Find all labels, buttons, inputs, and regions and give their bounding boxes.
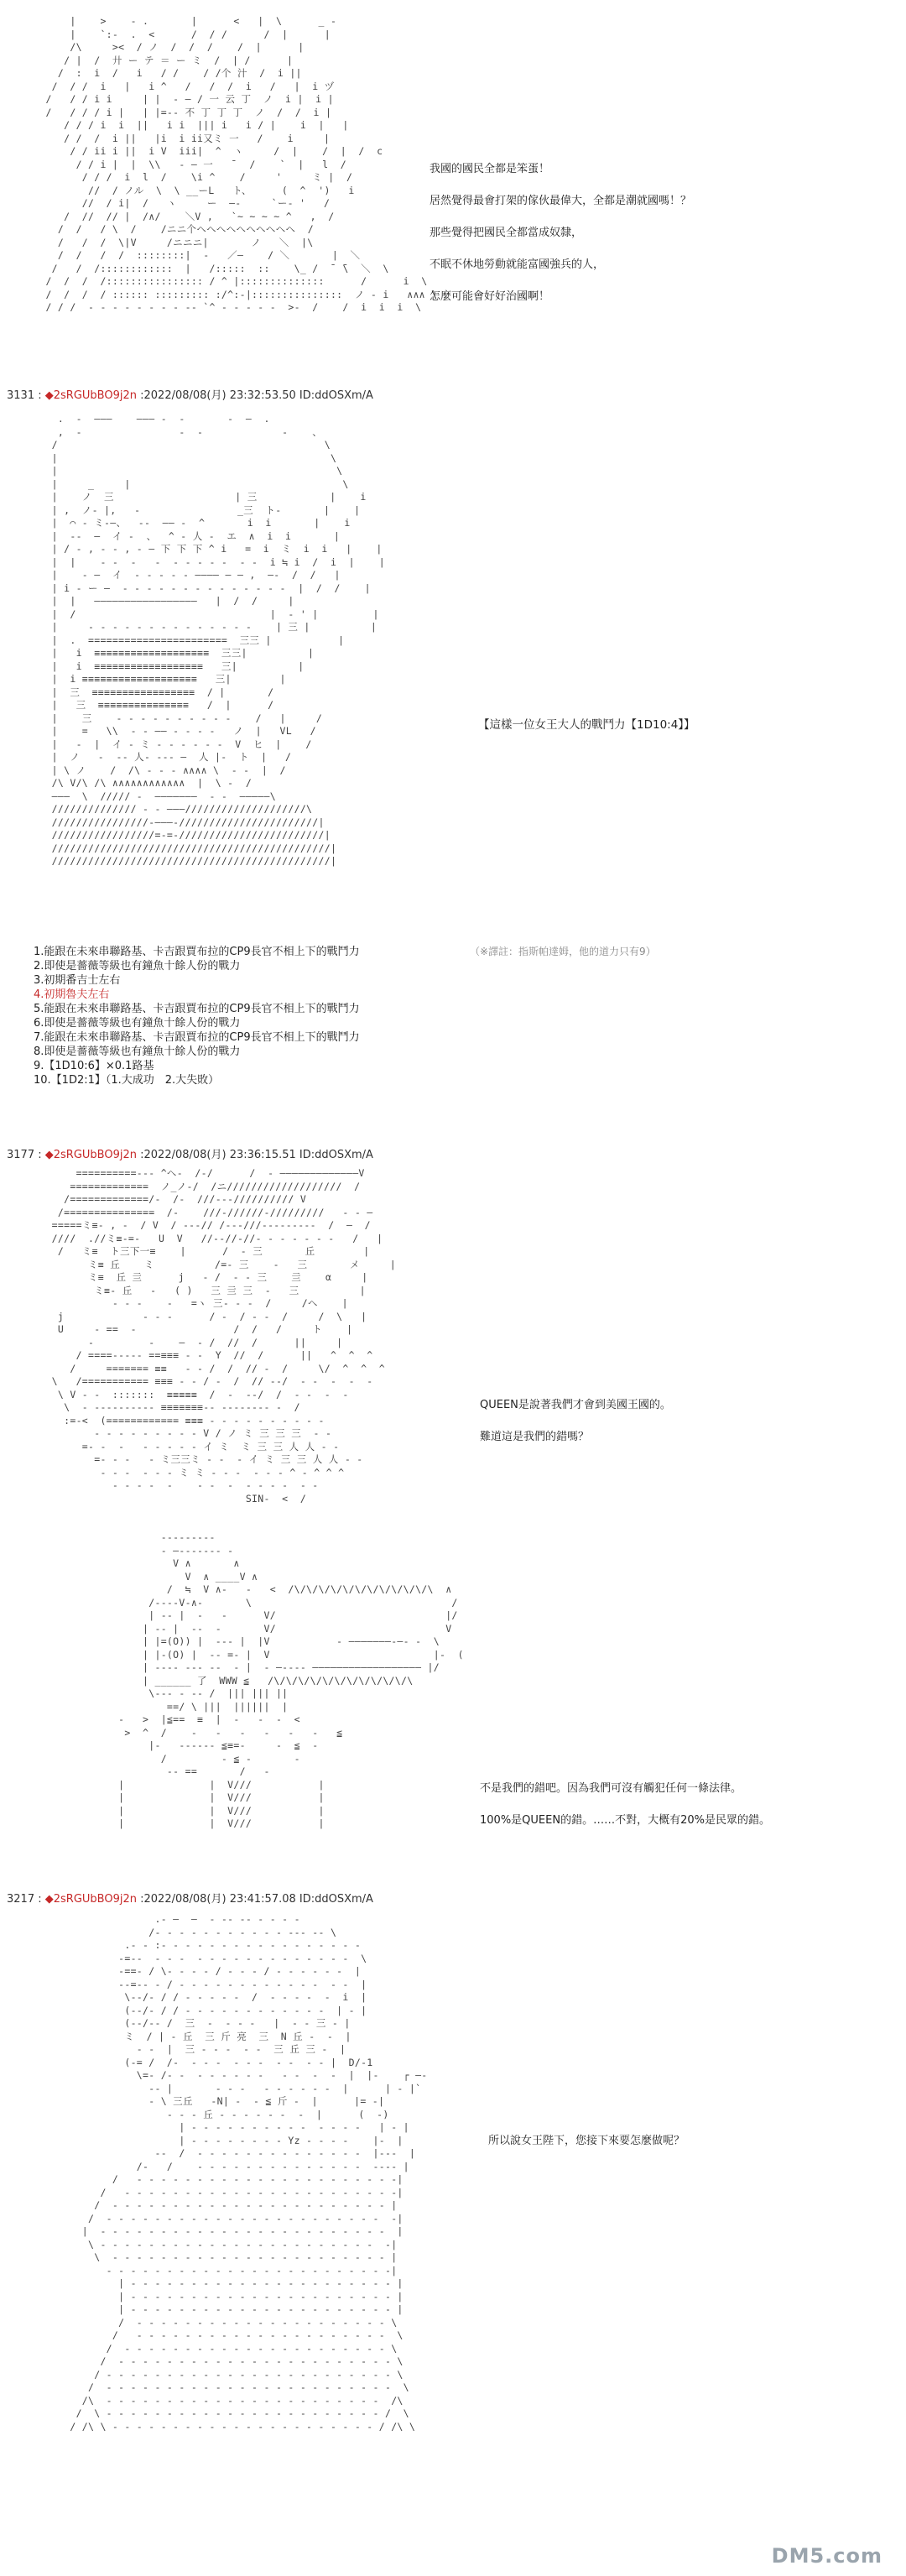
poster-trip: ◆2sRGUbBO9j2n: [44, 1893, 137, 1906]
dialogue-line: 100%是QUEEN的錯。……不對，大概有20%是民眾的錯。: [480, 1814, 770, 1827]
section-3: [0, 1162, 906, 1917]
dialogue-line: 不是我們的錯吧。因為我們可沒有觸犯任何一條法律。: [480, 1782, 742, 1795]
section-4: [0, 1906, 906, 2576]
ascii-art-angry-character: | > ‐ . | < | \ _ ‐ | `:‐ . < / / / / | | /\ >< / ノ / / / / | | / | / 廾 ー テ ＝ ー ミ / | / | / : i / i / / / /个 汁 / i || / / / i | i ^ / / / i / | i ヅ / / / i i | | ‐ ― / 一 云 丁 ノ i | i | / / / / i | | |=‐‐ 不 丁 丁 丁 ノ / / i | / / / i i || i i ||| i i / | i | | / / / i || |i i ii又ミ 一 / i | / / ii i || i V iii| ^ ヽ / | / | / c / / i | | \\ ‐ ― 一 ̄ / ` | l / / / / i l / \i ^ / ' ミ | / // / ノル \ \ __ーL ト、 ( ^ ') i // / i| / ヽ ー ―‐ `ー‐ ' / / // // | /∧/ ＼V , `~ ~ ~ ~ ^ , / / / / \ / /ニニ个へへへへへへへへへへ / / / / \|V /ニニニ| ノ ＼ |\ / / / / ::::::::| ‐ ／― / ＼ | ＼ / / /:::::::::::: | /::::: :: \_ / ̄ ̄\ ＼ \ / / / /:::::::::::::::: / ^ |:::::::::::::: / i \ / / / / :::::: ::::::::: :/^:‐|::::::::::::::: ノ ‐ i ∧∧∧ \ / / / ‐ ‐ ‐ ‐ ‐ ‐ ‐ ‐ ‐‐ `^ ‐ ‐ ‐ ‐ ‐ >‐ / / i i i \: [45, 15, 438, 313]
list-item: 10.【1D2:1】（1.大成功 2.大失敗）: [34, 1074, 220, 1087]
site-watermark: DM5.com: [771, 2544, 883, 2568]
dialogue-line: 怎麼可能會好好治國啊！: [430, 290, 550, 303]
section-2: [0, 403, 906, 1141]
list-item: 2.即使是薔薇等級也有鐘魚十餘人份的戰力: [34, 960, 241, 973]
list-item: 1.能跟在未來串聯路基、卡吉跟賈布拉的CP9長官不相上下的戰鬥力: [34, 946, 360, 958]
post-date: 2022/08/08(月) 23:41:57.08 ID:ddOSXm/A: [143, 1893, 373, 1906]
list-item: 8.即使是薔薇等級也有鐘魚十餘人份的戰力: [34, 1046, 241, 1058]
dialogue-battle-power: 【這樣一位女王大人的戰鬥力【1D10:4】】: [478, 718, 695, 732]
dialogue-line: QUEEN是說著我們才會到美國王國的。: [480, 1399, 671, 1411]
ascii-art-queen-portrait: . ‐ ――― ――― ‐ ‐ ‐ ― . , ‐ ‐ ‐ ‐ 、 / \ | \ | \ | _ | \ | ノ 三 | 三 | i | , ノ‐ |, ‐ _三 ト‐ | | | ⌒ ‐ ミ-―、 ‐‐ ―― ‐ ^ i i | i | ‐‐ ― イ ‐ 、 ^ ‐ 人 ‐ エ ∧ i i | | / ‐ , ‐ ‐ , ‐ ― 下 下 下 ^ i = i ミ i i | | | | ‐ ‐ ‐ ‐ ‐ ‐ ‐ ‐ ‐ ‐ ‐ i ≒ i / i | | | ‐ ― イ ‐ ‐ ‐ ‐ ‐ ―――― ― ― , ―‐ / / | | i ‐ ー ― ‐ ‐ ‐ ‐ ‐ ‐ ‐ ‐ ‐ ‐ ‐ ‐ ‐ ‐ | / / | | | ――――――――――――――――― | / / | | / | ‐ ' | | | ‐ ‐ ‐ ‐ ‐ ‐ ‐ ‐ ‐ ‐ ‐ ‐ ‐ ‐ | 三 | | | . ======================= 三三 | | | i ≡≡≡≡≡≡≡≡≡≡≡≡≡≡≡≡≡≡≡ 三三| | | i ≡≡≡≡≡≡≡≡≡≡≡≡≡≡≡≡≡≡ 三| | | i ≡≡≡≡≡≡≡≡≡≡≡≡≡≡≡≡≡≡≡ 三| | | 三 ≡≡≡≡≡≡≡≡≡≡≡≡≡≡≡≡≡ / | / | 三 ≡≡≡≡≡≡≡≡≡≡≡≡≡≡≡ / | / | 三 ‐ ‐ ‐ ‐ ‐ ‐ ‐ ‐ ‐ ‐ / | / | = \\ ‐ ‐ ―― ‐ ‐ ‐ ‐ ノ | VL / | ‐ | イ ‐ ミ ‐ ‐ ‐ ‐ ‐ ‐ V ヒ | / | ノ ‐ ‐‐ 人‐ ‐‐‐ ― 人 |‐ ト | / | \ ノ / /\ ‐ ‐ ‐ ∧∧∧∧ \ ‐ ‐ | / /\ V/\ /\ ∧∧∧∧∧∧∧∧∧∧∧∧ | \ ‐ / ――― \ ///// ‐ ――――――― ‐ ‐ ―――――\ ////////////// ‐ ‐ ―――////////////////////\ ////////////////‐―――‐///////////////////////| /////////////////=‐=‐////////////////////////| //////////////////////////////////////////////| //////////////////////////////////////////////|: [51, 413, 385, 867]
list-item: 7.能跟在未來串聯路基、卡吉跟賈布拉的CP9長官不相上下的戰鬥力: [34, 1031, 360, 1044]
dialogue-line: 居然覺得最會打架的傢伙最偉大，全都是潮就國嗎！？: [430, 195, 692, 207]
dialogue-line: 不眠不休地勞動就能富國強兵的人，: [430, 258, 605, 271]
poster-trip: ◆2sRGUbBO9j2n: [44, 389, 137, 402]
ascii-art-two-characters: ==========‐‐‐ ^へ‐ /‐/ / ‐ ―――――――――――――V ============= ノ_ノ‐/ /ニ/////////////////// / /=============/‐ /‐ ///‐‐‐////////// V /=============== /‐ ///‐//////‐///////// ‐ ‐ ― =====ミ≡‐ , ‐ / V / ‐‐‐// /‐‐‐///‐‐‐‐‐‐‐‐‐ / ― / //// .//ミ≡‐=‐ U V //‐‐//‐//‐ ‐ ‐ ‐ ‐ ‐ ‐ / | / ミ≡ ト三下一≡ | / ‐ 三 丘 | ミ≡ 丘 ミ /=‐ 三 ‐ 三 メ | ミ≡ 丘 亖 j ‐ / ‐ ‐ 三 亖 α | ミ≡‐ 丘 ‐ ( ) 三 亖 三 ‐ 三 | ‐ ‐ ‐ ‐ =ヽ 三‐ ‐ ‐ / /へ | j ‐ ‐ ‐ / ‐ / ‐ ‐ / / \ | U ‐ == ‐ / / / ト | ‐ ‐ ― ‐ / // / || | / ====‐‐‐‐‐ ==≡≡≡ ‐ ‐ Y // / || ^ ^ ^ / ======= ≡≡ ‐ ‐ / / // ‐ / \/ ^ ^ ^ \ /=========== ≡≡≡ ‐ ‐ / ‐ / // ‐‐/ ‐ ‐ ‐ ‐ ‐ \ V ‐ ‐ ::::::: ≡≡≡≡≡ / ‐ ‐‐/ / ‐ ‐ ‐ ‐ \ ‐ ‐‐‐‐‐‐‐‐‐‐ ≡≡≡≡≡≡≡‐‐ ‐‐‐‐‐‐‐‐ ‐ / :=‐< (============ ≡≡≡ ‐ ‐ ‐ ‐ ‐ ‐ ‐ ‐ ‐ ‐ ‐ ‐ ‐ ‐ ‐ ‐ ‐ ‐ ‐ V / ノ ミ 三 三 三 ‐ ‐ =‐ ‐ ‐ ‐ ‐ ‐ ‐ ‐ イ ミ ミ 三 三 人 人 ‐ ‐ =‐ ‐ ‐ ‐ ミ三三ミ ‐ ‐ ‐ イ ミ 三 三 人 人 ‐ ‐ ‐ ‐ ‐ ‐ ‐ ‐ ミ ミ ‐ ‐ ‐ ‐ ‐ ‐ ^ ‐ ^ ^ ^ ‐ ‐ ‐ ‐ ‐ ‐ ‐ ‐ ‐ ‐ ‐ ‐ ‐ ‐ SIN‐ < / ‐‐‐‐‐‐‐‐‐ ‐ ―‐‐‐‐‐‐‐ ‐ V ∧ ∧ V ∧ ____V ∧ / ≒ V ∧‐ ‐ < /\/\/\/\/\/\/\/\/\/\/\/\ ∧ /‐‐‐‐V‐∧‐ \ / | ‐‐ | ‐ ‐ V/ |/ | ‐‐ | ‐‐ ‐ V/ V | |=(O)) | ‐‐‐ | |V ‐ ―――――――‐―‐ ‐ \ | |‐(O) | ‐‐ =‐ | V |‐ ( | ‐‐‐‐ ‐‐‐ ‐‐ ‐ | ‐ ―‐‐‐‐ ―――――――――――――――――― |/ | ______ 了 WWW ≦ /\/\/\/\/\/\/\/\/\/\/\/\ \‐‐‐ ‐ ‐‐ / ||| ||| || ==/ \ ||| |||||| | ‐ > |≦== ≡ | ‐ ‐ ‐ < > ^ / ‐ ‐ ‐ ‐ ‐ ‐ ≦ |‐ ‐‐‐‐‐‐ ≦≡=‐ ‐ ≦ ‐ / ‐ ≦ ‐ ‐ ‐‐ == / ‐ | | V/// | | | V/// | | | V/// | | | V/// |: [51, 1167, 464, 1829]
list-item: 6.即使是薔薇等級也有鐘魚十餘人份的戰力: [34, 1017, 241, 1030]
poster-trip: ◆2sRGUbBO9j2n: [44, 1149, 137, 1161]
dialogue-post-3177-b: [480, 1779, 770, 1843]
post-header: 3131 : ◆2sRGUbBO9j2n :2022/08/08(月) 23:32:53.50 ID:ddOSXm/A: [7, 389, 373, 402]
post-header: 3177 : ◆2sRGUbBO9j2n :2022/08/08(月) 23:36:15.51 ID:ddOSXm/A: [7, 1149, 373, 1161]
post-number: 3131: [7, 389, 35, 402]
list-item: 3.初期番吉士左右: [34, 974, 121, 987]
dialogue-line: 難道這是我們的錯嗎？: [480, 1431, 590, 1443]
dialogue-post-3177-a: [480, 1395, 671, 1459]
dialogue-line: 我國的國民全都是笨蛋！: [430, 163, 550, 175]
post-header: 3217 : ◆2sRGUbBO9j2n :2022/08/08(月) 23:41:57.08 ID:ddOSXm/A: [7, 1893, 373, 1906]
list-item: 9.【1D10:6】×0.1路基: [34, 1060, 154, 1072]
dialogue-post-3217: 所以說女王陛下，您接下來要怎麼做呢？: [488, 2135, 685, 2147]
section-1: [0, 0, 906, 386]
list-item-selected: 4.初期魯夫左右: [34, 988, 110, 1001]
ascii-art-queen-standing: .‐ ― ― ‐ ‐‐ ‐‐ ‐ ‐ ‐ ‐ /‐ ‐ ‐ ‐ ‐ ‐ ‐ ‐ ‐ ‐ ‐ ‐‐‐ ‐‐ \ .‐ ‐ :‐ ‐ ‐ ‐ ‐ ‐ ‐ ‐ ‐ ‐ ‐ ‐ ‐ ‐ ‐ ‐ ‐ ‐=‐‐ ‐ ‐ ‐ ‐ ‐ ‐ ‐ ‐ ‐ ‐ ‐ ‐ ‐ ‐ ‐ ‐ \ ‐==‐ / \‐ ‐ ‐ ‐ / ‐ ‐ ‐ / ‐ ‐ ‐ ‐ ‐ ‐ | ‐‐=‐‐ ‐ / ‐ ‐ ‐ ‐ ‐ ‐ ‐ ‐ ‐ ‐ ‐ ‐ ‐ ‐ | \‐‐/‐ / / ‐ ‐ ‐ ‐ ‐ / ‐ ‐ ‐ ‐ ‐ i | (‐‐/‐ / / ‐ ‐ ‐ ‐ ‐ ‐ ‐ ‐ ‐ ‐ ‐ ‐ | ‐ | (‐‐/‐‐ / 三 ‐ ‐ ‐ ‐ | ‐ ‐ 三 ‐ | ミ / | ‐ 丘 三 斤 亮 三 N 丘 ‐ ‐ | ‐ ‐ | 三 ‐ ‐ ‐ ‐ ‐ 三 丘 三 ‐ | (‐= / /‐ ‐ ‐ ‐ ‐ ‐ ‐ ‐ ‐ ‐ ‐ | D/‐1 \=‐ /‐ ‐ ‐ ‐ ‐ ‐ ‐ ‐ ‐ ‐ ‐ ‐ | |‐ ┌ ―‐ ‐‐ | ‐ ‐ ‐ ‐ ‐ ‐ ‐ ‐ ‐ | | ‐ |` ‐ \ 三丘 ‐N| ‐ ‐ ≦ 斤 ‐ | |= ‐| ‐ ‐ ‐ 丘 ‐ ‐ ‐ ‐ ‐ ‐ ‐ | ( ‐) | ‐ ‐ ‐ ‐ ‐ ‐ ‐ ‐ ‐ ‐ ‐ ‐ ‐ ‐ | ‐ | | ‐ ‐ ‐ ‐ ‐ ‐ ‐ ‐ Yz ‐ ‐ ‐ ‐ |‐ | ‐‐ / ‐ ‐ ‐ ‐ ‐ ‐ ‐ ‐ ‐ ‐ ‐ ‐ ‐ ‐ |‐‐‐ | /‐ / ‐ ‐ ‐ ‐ ‐ ‐ ‐ ‐ ‐ ‐ ‐ ‐ ‐ ‐ ‐‐‐‐ | / ‐ ‐ ‐ ‐ ‐ ‐ ‐ ‐ ‐ ‐ ‐ ‐ ‐ ‐ ‐ ‐ ‐ ‐ ‐ ‐ ‐ ‐| / ‐ ‐ ‐ ‐ ‐ ‐ ‐ ‐ ‐ ‐ ‐ ‐ ‐ ‐ ‐ ‐ ‐ ‐ ‐ ‐ ‐ ‐ ‐| / ‐ ‐ ‐ ‐ ‐ ‐ ‐ ‐ ‐ ‐ ‐ ‐ ‐ ‐ ‐ ‐ ‐ ‐ ‐ ‐ ‐ ‐ ‐ | / ‐ ‐ ‐ ‐ ‐ ‐ ‐ ‐ ‐ ‐ ‐ ‐ ‐ ‐ ‐ ‐ ‐ ‐ ‐ ‐ ‐ ‐ ‐ ‐| | ‐ ‐ ‐ ‐ ‐ ‐ ‐ ‐ ‐ ‐ ‐ ‐ ‐ ‐ ‐ ‐ ‐ ‐ ‐ ‐ ‐ ‐ ‐ ‐ | \ ‐ ‐ ‐ ‐ ‐ ‐ ‐ ‐ ‐ ‐ ‐ ‐ ‐ ‐ ‐ ‐ ‐ ‐ ‐ ‐ ‐ ‐ ‐ ‐| \ ‐ ‐ ‐ ‐ ‐ ‐ ‐ ‐ ‐ ‐ ‐ ‐ ‐ ‐ ‐ ‐ ‐ ‐ ‐ ‐ ‐ ‐ ‐ | ‐ ‐ ‐ ‐ ‐ ‐ ‐ ‐ ‐ ‐ ‐ ‐ ‐ ‐ ‐ ‐ ‐ ‐ ‐ ‐ ‐ ‐ ‐ ‐| | ‐ ‐ ‐ ‐ ‐ ‐ ‐ ‐ ‐ ‐ ‐ ‐ ‐ ‐ ‐ ‐ ‐ ‐ ‐ ‐ ‐ ‐ | | ‐ ‐ ‐ ‐ ‐ ‐ ‐ ‐ ‐ ‐ ‐ ‐ ‐ ‐ ‐ ‐ ‐ ‐ ‐ ‐ ‐ ‐ | | ‐ ‐ ‐ ‐ ‐ ‐ ‐ ‐ ‐ ‐ ‐ ‐ ‐ ‐ ‐ ‐ ‐ ‐ ‐ ‐ ‐ ‐ | / ‐ ‐ ‐ ‐ ‐ ‐ ‐ ‐ ‐ ‐ ‐ ‐ ‐ ‐ ‐ ‐ ‐ ‐ ‐ ‐ ‐ \ / ‐ ‐ ‐ ‐ ‐ ‐ ‐ ‐ ‐ ‐ ‐ ‐ ‐ ‐ ‐ ‐ ‐ ‐ ‐ ‐ ‐ \ / ‐ ‐ ‐ ‐ ‐ ‐ ‐ ‐ ‐ ‐ ‐ ‐ ‐ ‐ ‐ ‐ ‐ ‐ ‐ ‐ ‐ ‐ \ / ‐ ‐ ‐ ‐ ‐ ‐ ‐ ‐ ‐ ‐ ‐ ‐ ‐ ‐ ‐ ‐ ‐ ‐ ‐ ‐ ‐ ‐ ‐ \ / ‐ ‐ ‐ ‐ ‐ ‐ ‐ ‐ ‐ ‐ ‐ ‐ ‐ ‐ ‐ ‐ ‐ ‐ ‐ ‐ ‐ ‐ ‐ ‐ \ / ‐ ‐ ‐ ‐ ‐ ‐ ‐ ‐ ‐ ‐ ‐ ‐ ‐ ‐ ‐ ‐ ‐ ‐ ‐ ‐ ‐ ‐ ‐ ‐ \ /\ ‐ ‐ ‐ ‐ ‐ ‐ ‐ ‐ ‐ ‐ ‐ ‐ ‐ ‐ ‐ ‐ ‐ ‐ ‐ ‐ ‐ ‐ ‐ /\ / \ ‐ ‐ ‐ ‐ ‐ ‐ ‐ ‐ ‐ ‐ ‐ ‐ ‐ ‐ ‐ ‐ ‐ ‐ ‐ ‐ ‐ ‐ ‐ / \ / /\ \ ‐ ‐ ‐ ‐ ‐ ‐ ‐ ‐ ‐ ‐ ‐ ‐ ‐ ‐ ‐ ‐ ‐ ‐ ‐ ‐ ‐ ‐ / /\ \: [70, 1913, 428, 2433]
translator-note: （※譯註：指斯帕達姆，他的道力只有9）: [470, 946, 656, 957]
post-number: 3217: [7, 1893, 35, 1906]
dialogue-section-1: [430, 159, 691, 319]
dialogue-line: 那些覺得把國民全都當成奴隸，: [430, 227, 583, 239]
post-date: 2022/08/08(月) 23:36:15.51 ID:ddOSXm/A: [143, 1149, 373, 1161]
post-date: 2022/08/08(月) 23:32:53.50 ID:ddOSXm/A: [143, 389, 373, 402]
post-number: 3177: [7, 1149, 35, 1161]
list-item: 5.能跟在未來串聯路基、卡吉跟賈布拉的CP9長官不相上下的戰鬥力: [34, 1003, 360, 1015]
dice-options-list: [34, 945, 656, 1087]
